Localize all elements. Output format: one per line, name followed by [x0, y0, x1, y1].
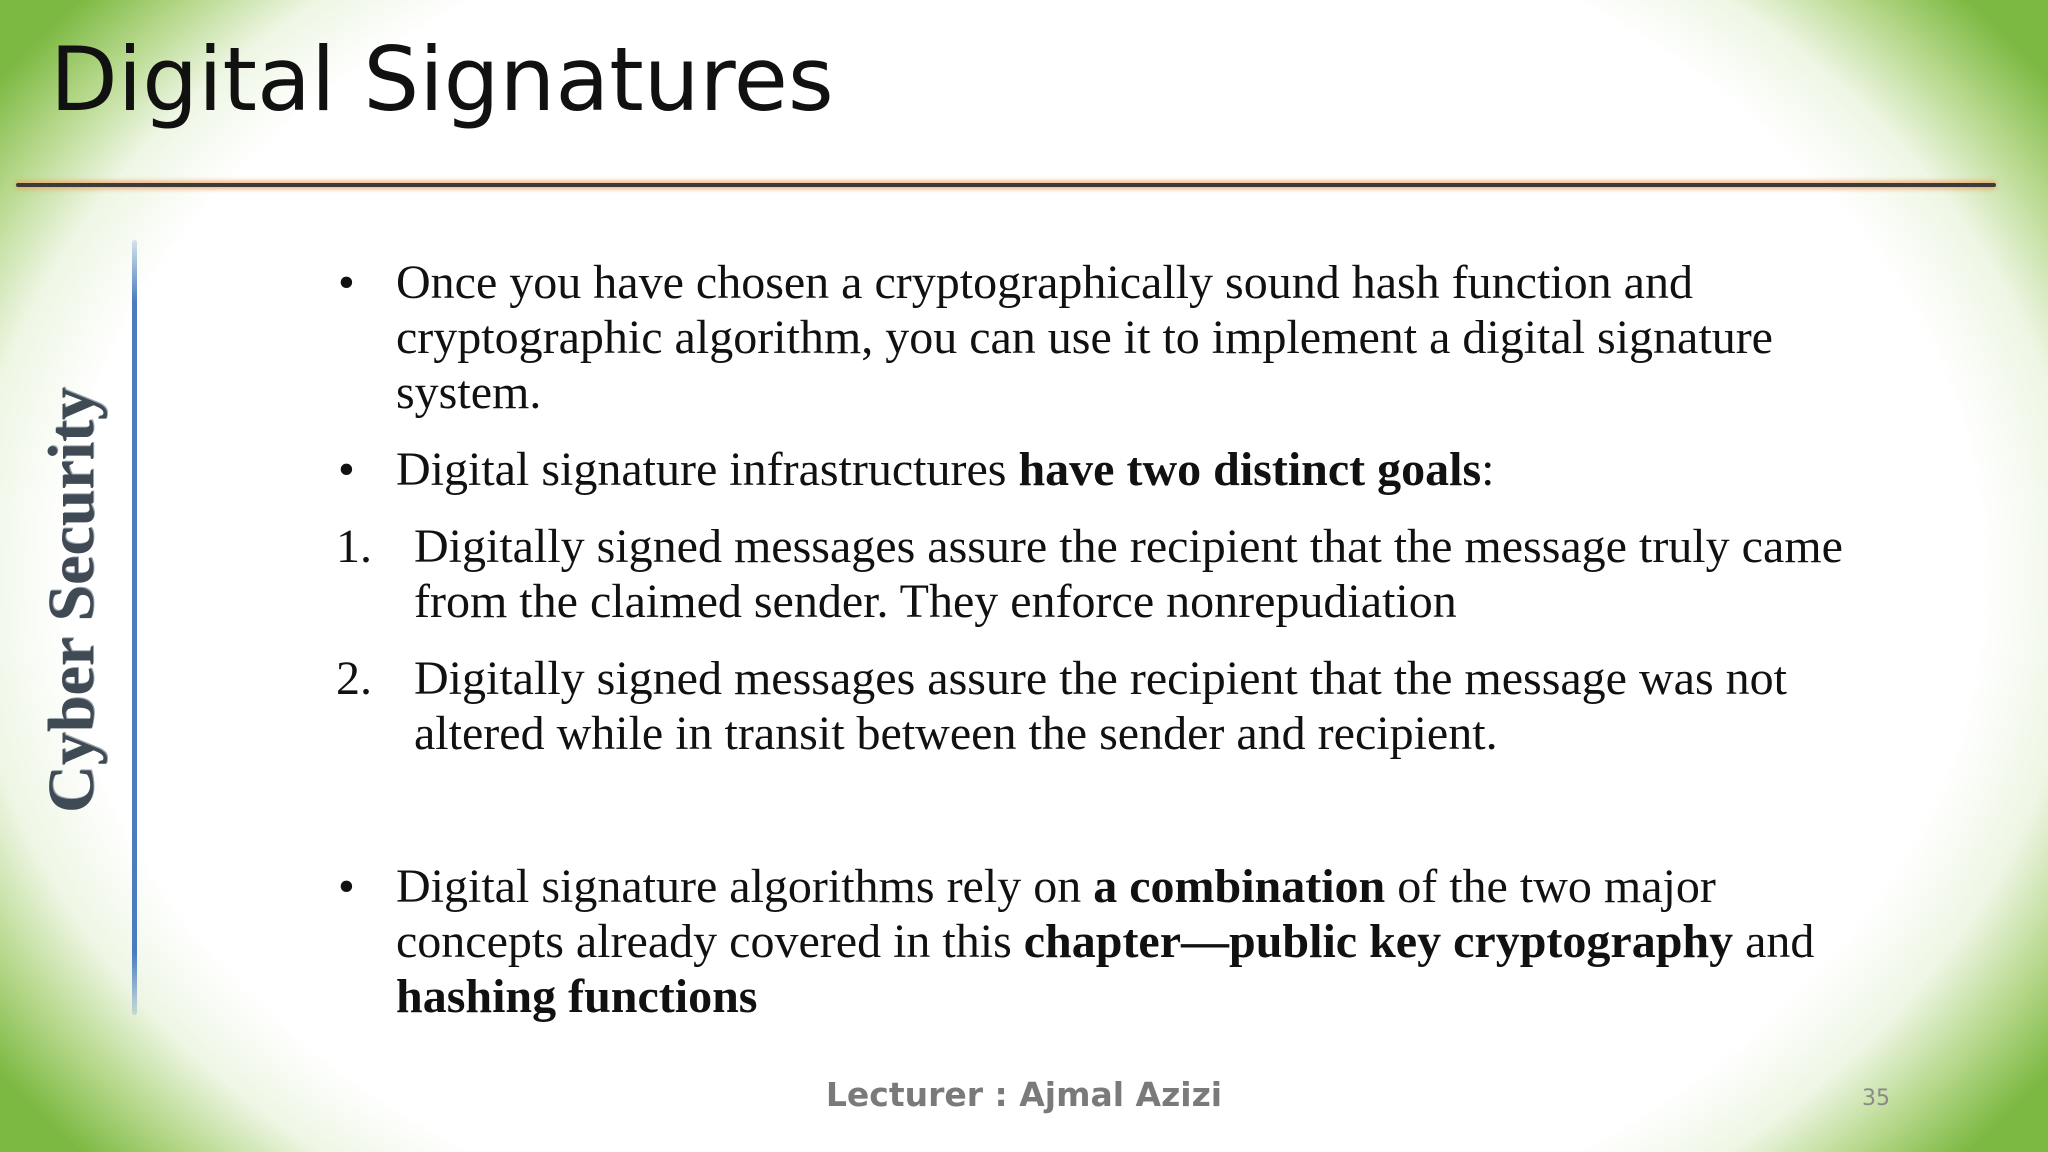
bullet-item: [336, 442, 1846, 497]
title-divider: [16, 183, 1996, 187]
bullet-item: [336, 859, 1846, 1024]
bullet-marker: •: [338, 860, 355, 913]
numbered-item: [336, 519, 1846, 629]
bullet-text-bold: chapter—public key cryptography: [1023, 915, 1734, 968]
bullet-marker: •: [338, 443, 355, 496]
page-number: 35: [1862, 1086, 1890, 1111]
bullet-text-bold: hashing functions: [396, 970, 758, 1023]
bullet-marker: •: [338, 256, 355, 309]
bullet-text-bold: have two distinct goals: [1018, 443, 1482, 496]
slide-title: Digital Signatures: [50, 28, 834, 131]
number-marker: 2.: [336, 652, 372, 705]
bullet-text: Digital signature infrastructures: [396, 443, 1019, 496]
numbered-text: Digitally signed messages assure the recipient that the message truly came from the claimed sender. They enforce nonrepudiation: [414, 520, 1843, 628]
bullet-text-bold: a combination: [1093, 860, 1386, 913]
slide-body: [336, 255, 1846, 1024]
numbered-item: [336, 651, 1846, 761]
bullet-text: Once you have chosen a cryptographically sound hash function and cryptographic algorithm, you can use it to implement a digital signature system.: [396, 256, 1773, 419]
bullet-text: Digital signature algorithms rely on: [396, 860, 1094, 913]
bullet-text: of the two major concepts already covered in this: [396, 860, 1716, 968]
number-marker: 1.: [336, 520, 372, 573]
bullet-text: and: [1733, 915, 1815, 968]
footer-lecturer: Lecturer : Ajmal Azizi: [825, 1075, 1223, 1114]
numbered-text: Digitally signed messages assure the recipient that the message was not altered while in transit between the sender and recipient.: [414, 652, 1787, 760]
bullet-item: [336, 255, 1846, 420]
side-label: Cyber Security: [35, 387, 108, 813]
side-divider: [132, 240, 137, 1015]
bullet-text: :: [1481, 443, 1495, 496]
